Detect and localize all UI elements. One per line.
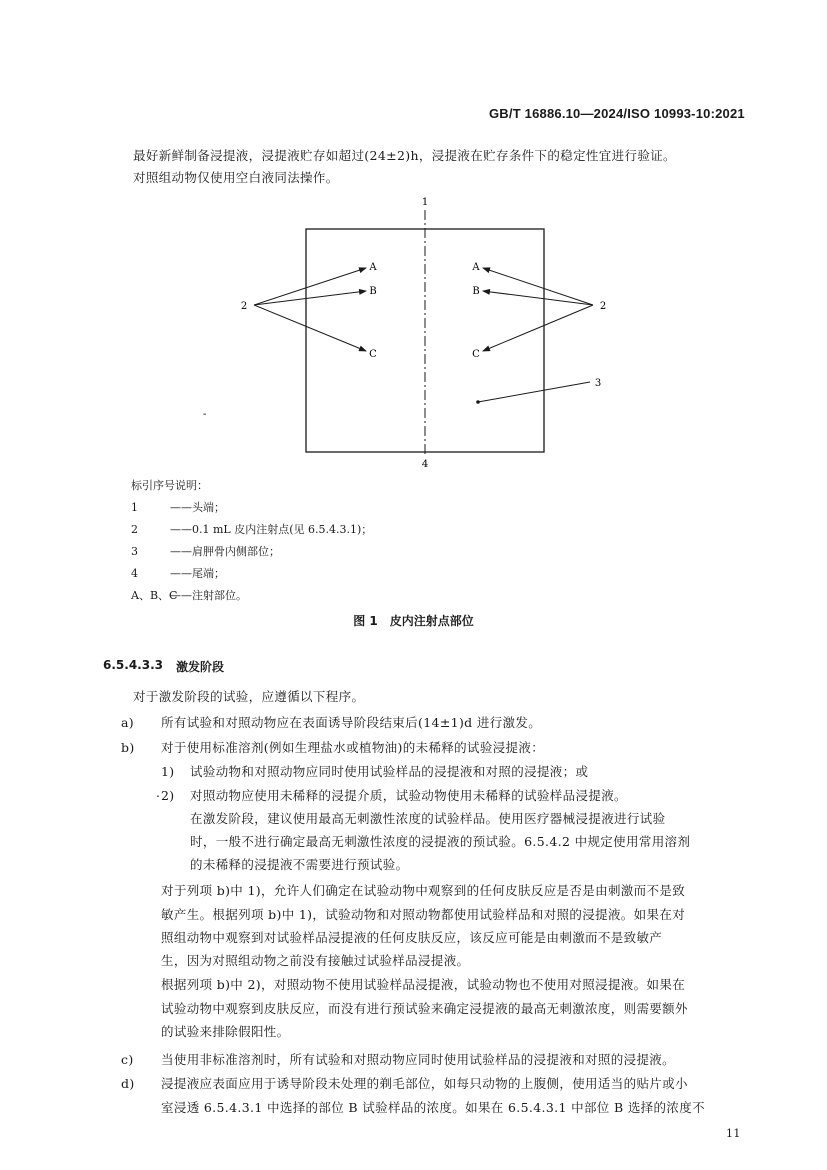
item-b2-marker: 2) [161,788,175,803]
right-site-c: C [472,349,480,360]
label-2-left: 2 [240,301,248,312]
section-title: 激发阶段 [176,660,225,674]
figure-caption: 图 1 皮内注射点部位 [353,614,474,628]
body-line-14: 试验动物中观察到皮肤反应，而没有进行预试验来确定浸提液的最高无刺激浓度，则需要额外 [161,1001,688,1016]
label-3-scapula: 3 [594,378,602,389]
body-line-13: 根据列项 b)中 2)，对照动物不使用试验样品浸提液，试验动物也不使用对照浸提液。如果在 [161,977,686,992]
item-c-marker: c) [121,1052,134,1067]
legend-key-2: 2 [131,523,138,536]
left-callout-arrows [254,268,366,351]
label-1-head-end: 1 [421,197,429,208]
legend-desc-1: ——头端； [170,501,225,514]
legend-desc-2: ——0.1 mL 皮内注射点(见 6.5.4.3.1)； [170,523,373,536]
legend-key-1: 1 [131,501,138,514]
legend-title: 标引序号说明： [131,479,208,492]
section-number: 6.5.4.3.3 [103,658,163,672]
body-line-5: 对照动物应使用未稀释的浸提介质，试验动物使用未稀释的试验样品浸提液。 [190,788,627,803]
right-site-a: A [472,262,480,273]
legend-key-4: 4 [131,567,138,580]
legend-desc-3: ——肩胛骨内侧部位； [170,545,280,558]
body-line-3: 对于使用标准溶剂(例如生理盐水或植物油)的未稀释的试验浸提液： [161,740,545,755]
left-site-c: C [369,349,377,360]
body-line-4: 试验动物和对照动物应同时使用试验样品的浸提液和对照的浸提液；或 [190,764,589,779]
item-b1-marker: 1) [161,764,175,779]
scapula-point [476,400,480,404]
body-line-17: 浸提液应表面应用于诱导阶段未处理的剃毛部位，如每只动物的上腹侧，使用适当的贴片或小 [161,1076,688,1091]
label-2-right: 2 [599,301,607,312]
standard-header: GB/T 16886.10—2024/ISO 10993-10:2021 [489,106,745,121]
body-line-9: 对于列项 b)中 1)，允许人们确定在试验动物中观察到的任何皮肤反应是否是由刺激而不是致 [161,883,686,898]
body-line-15: 的试验来排除假阳性。 [161,1024,290,1039]
body-line-2: 所有试验和对照动物应在表面诱导阶段结束后(14±1)d 进行激发。 [161,715,542,730]
legend-desc-4: ——尾端； [170,567,225,580]
body-line-7: 时，一般不进行确定最高无刺激性浓度的浸提液的预试验。6.5.4.2 中规定使用常用溶剂 [190,834,691,849]
stray-dot: . [156,785,161,800]
legend-desc-5: ——注射部位。 [170,589,247,602]
legend-key-3: 3 [131,545,138,558]
item-b-marker: b) [121,740,135,755]
body-line-18: 室浸透 6.5.4.3.1 中选择的部位 B 试验样品的浓度。如果在 6.5.4.3.1 中部位 B 选择的浓度不 [161,1100,705,1115]
injection-site-diagram [0,0,827,480]
body-line-16: 当使用非标准溶剂时，所有试验和对照动物应同时使用试验样品的浸提液和对照的浸提液。 [161,1052,676,1067]
legend-key-5: A、B、C [131,589,178,602]
intro-line-2: 对照组动物仅使用空白液同法操作。 [133,170,339,185]
body-line-11: 照组动物中观察到对试验样品浸提液的任何皮肤反应，该反应可能是由刺激而不是致敏产 [161,930,663,945]
label-4-tail-end: 4 [421,459,429,470]
left-site-b: B [369,286,377,297]
body-line-12: 生，因为对照组动物之前没有接触过试验样品浸提液。 [161,953,470,968]
right-callout-arrows [483,268,593,351]
left-site-a: A [369,262,377,273]
body-line-6: 在激发阶段，建议使用最高无刺激性浓度的试验样品。使用医疗器械浸提液进行试验 [190,811,666,826]
item-a-marker: a) [121,715,135,730]
item-d-marker: d) [121,1076,135,1091]
body-line-10: 敏产生。根据列项 b)中 1)，试验动物和对照动物都使用试验样品和对照的浸提液。如果在对 [161,907,686,922]
body-line-1: 对于激发阶段的试验，应遵循以下程序。 [133,689,365,704]
scapula-leader-line [478,382,590,402]
stray-mark: - [203,409,207,420]
right-site-b: B [472,286,480,297]
body-line-8: 的未稀释的浸提液不需要进行预试验。 [190,857,409,872]
intro-line-1: 最好新鲜制备浸提液，浸提液贮存如超过(24±2)h，浸提液在贮存条件下的稳定性宜进行验证。 [133,148,676,163]
page-number: 11 [726,1127,741,1140]
